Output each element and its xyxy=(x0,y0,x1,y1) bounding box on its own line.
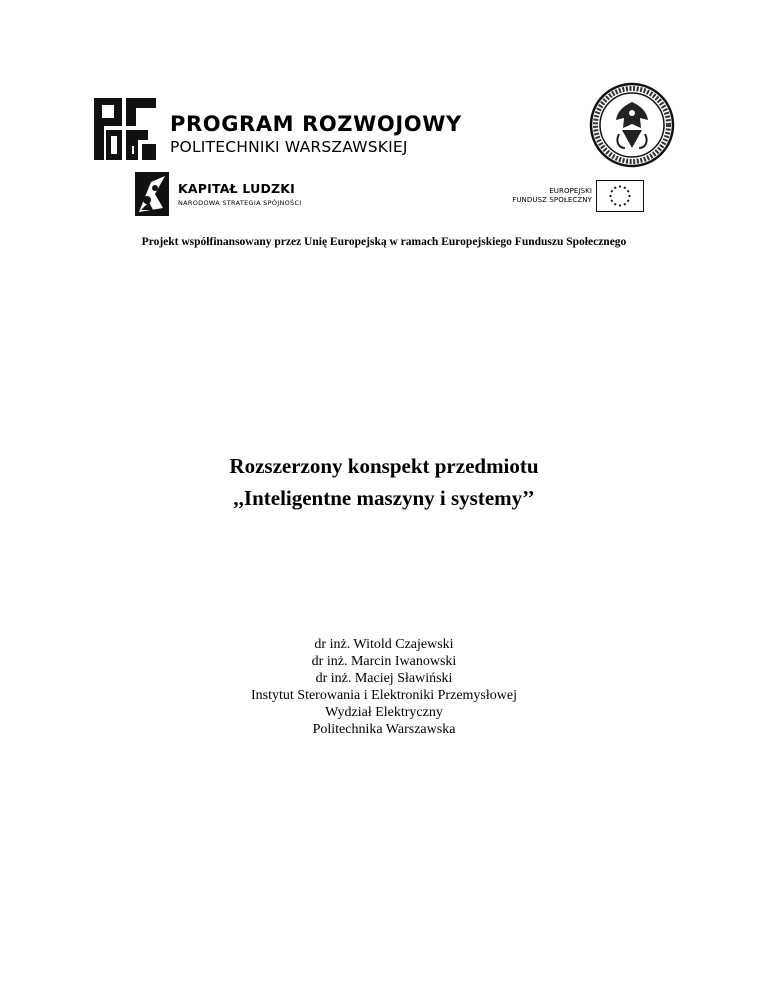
author-line: Politechnika Warszawska xyxy=(312,722,456,737)
prw-title-line2: POLITECHNIKI WARSZAWSKIEJ xyxy=(170,138,408,156)
author-line: dr inż. Marcin Iwanowski xyxy=(311,654,457,669)
author-line: dr inż. Witold Czajewski xyxy=(314,637,454,652)
prw-logo xyxy=(92,96,472,162)
efs-logo xyxy=(508,180,648,212)
university-seal-icon xyxy=(589,82,675,168)
efs-line2: FUNDUSZ SPOŁECZNY xyxy=(512,196,592,204)
kapital-ludzki-logo xyxy=(135,172,315,216)
eu-flag-icon xyxy=(596,180,644,212)
document-title-line1: Rozszerzony konspekt przedmiotu xyxy=(229,454,539,478)
author-line: Wydział Elektryczny xyxy=(325,705,443,720)
efs-line1: EUROPEJSKI xyxy=(549,187,592,195)
kapital-ludzki-title: KAPITAŁ LUDZKI xyxy=(178,181,296,196)
cofunding-statement: Projekt współfinansowany przez Unię Europejską w ramach Europejskiego Funduszu Społecznego xyxy=(141,236,627,248)
document-title-line2: ,,Inteligentne maszyny i systemy’’ xyxy=(233,486,535,510)
kapital-ludzki-emblem-icon xyxy=(135,172,169,216)
author-line: Instytut Sterowania i Elektroniki Przemysłowej xyxy=(251,688,517,703)
prw-title-line1: PROGRAM ROZWOJOWY xyxy=(170,112,462,136)
author-line: dr inż. Maciej Sławiński xyxy=(315,671,453,686)
authors-block xyxy=(0,636,768,738)
kapital-ludzki-subtitle: NARODOWA STRATEGIA SPÓJNOŚCI xyxy=(178,199,302,207)
prw-monogram-icon xyxy=(92,96,158,162)
